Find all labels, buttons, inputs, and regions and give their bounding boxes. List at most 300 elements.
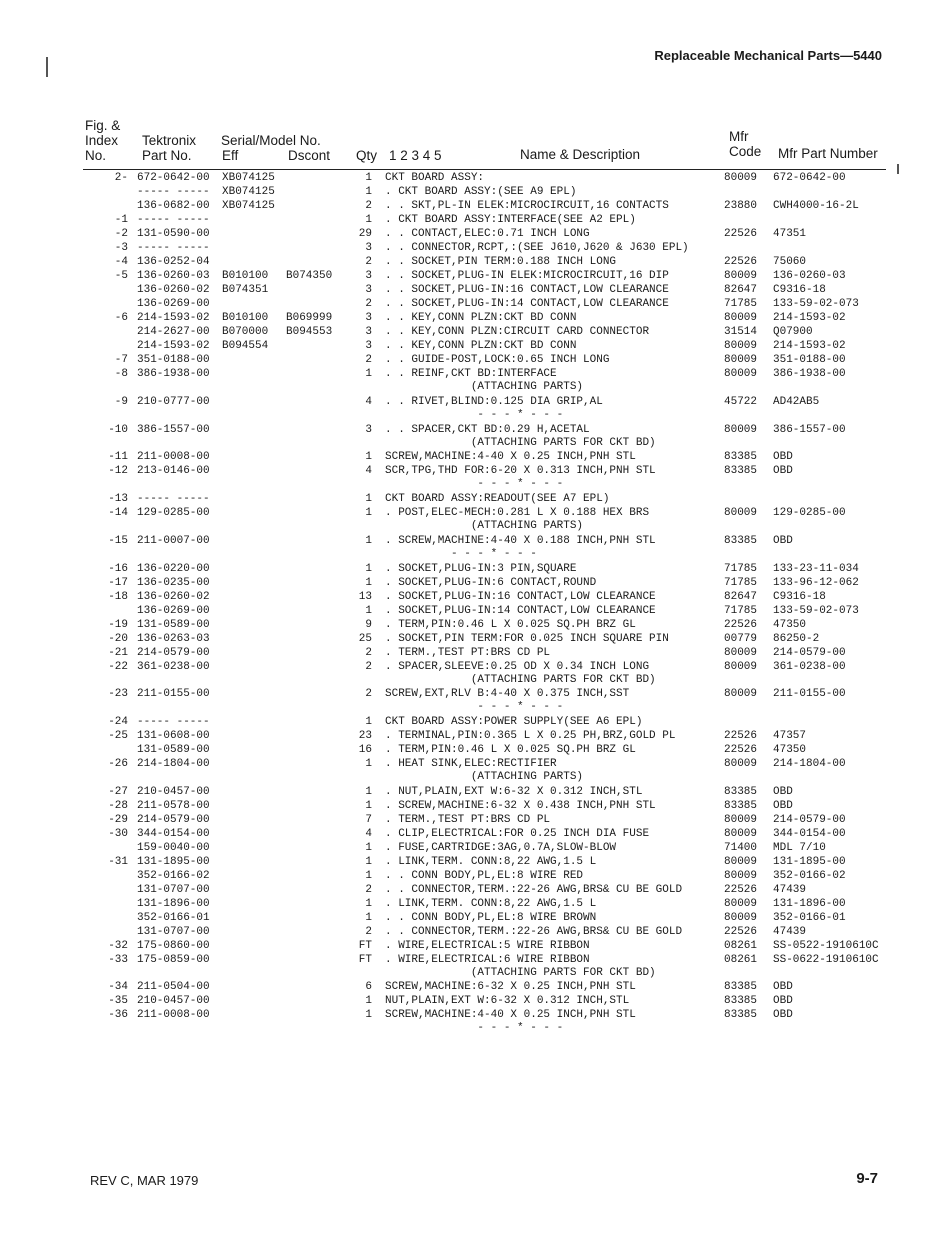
description-cell: CKT BOARD ASSY: (385, 172, 485, 184)
qty-cell: 2 (365, 354, 372, 366)
qty-cell: 3 (365, 312, 372, 324)
part-number-cell: ----- ----- (137, 186, 210, 198)
mfr-code-cell: 80009 (724, 312, 758, 324)
table-row (0, 396, 950, 409)
mfr-part-number-cell: OBD (773, 451, 793, 463)
table-row (0, 270, 950, 283)
mfr-part-number-cell: 214-0579-00 (773, 814, 846, 826)
part-number-cell: 131-0589-00 (137, 744, 210, 756)
col-mfr-code-line2: Code (729, 144, 762, 159)
fig-index-cell: -17 (108, 577, 128, 589)
fig-index-cell: -30 (108, 828, 128, 840)
description-cell: SCREW,MACHINE:4-40 X 0.25 INCH,PNH STL (385, 451, 636, 463)
table-row (0, 786, 950, 799)
part-number-cell: 131-0707-00 (137, 884, 210, 896)
part-number-cell: 136-0235-00 (137, 577, 210, 589)
qty-cell: 1 (365, 856, 372, 868)
description-cell: - - - * - - - (385, 409, 564, 421)
fig-index-cell: -22 (108, 661, 128, 673)
mfr-part-number-cell: 133-23-11-034 (773, 563, 859, 575)
qty-cell: 1 (365, 1009, 372, 1021)
mfr-part-number-cell: 386-1938-00 (773, 368, 846, 380)
table-row (0, 172, 950, 185)
mfr-code-cell: 22526 (724, 228, 758, 240)
qty-cell: 1 (365, 786, 372, 798)
fig-index-cell: -19 (108, 619, 128, 631)
mfr-part-number-cell: 344-0154-00 (773, 828, 846, 840)
table-row (0, 577, 950, 590)
table-row (0, 940, 950, 953)
mfr-code-cell: 83385 (724, 465, 758, 477)
fig-index-cell: -23 (108, 688, 128, 700)
table-row (0, 493, 950, 506)
mfr-code-cell: 22526 (724, 744, 758, 756)
description-cell: . SOCKET,PIN TERM:FOR 0.025 INCH SQUARE PIN (385, 633, 669, 645)
footer-page-number: 9-7 (856, 1170, 878, 1187)
description-cell: . . GUIDE-POST,LOCK:0.65 INCH LONG (385, 354, 610, 366)
mfr-part-number-cell: OBD (773, 465, 793, 477)
qty-cell: 1 (365, 507, 372, 519)
fig-index-cell: -33 (108, 954, 128, 966)
description-cell: (ATTACHING PARTS) (385, 381, 584, 393)
table-row (0, 186, 950, 199)
mfr-part-number-cell: 386-1557-00 (773, 424, 846, 436)
qty-cell: FT (358, 954, 372, 966)
description-cell: . . SOCKET,PLUG-IN ELEK:MICROCIRCUIT,16 DIP (385, 270, 669, 282)
table-row (0, 507, 950, 520)
fig-index-cell: -7 (114, 354, 128, 366)
fig-index-cell: -2 (114, 228, 128, 240)
description-cell: . TERMINAL,PIN:0.365 L X 0.25 PH,BRZ,GOLD PL (385, 730, 676, 742)
table-row (0, 688, 950, 701)
serial-dscont-cell: B094553 (286, 326, 333, 338)
table-row (0, 814, 950, 827)
part-number-cell: 131-0589-00 (137, 619, 210, 631)
fig-index-cell: -6 (114, 312, 128, 324)
table-row (0, 563, 950, 576)
qty-cell: 1 (365, 800, 372, 812)
table-row (0, 200, 950, 213)
description-cell: . CKT BOARD ASSY:(SEE A9 EPL) (385, 186, 577, 198)
table-row (0, 842, 950, 855)
mfr-part-number-cell: OBD (773, 786, 793, 798)
part-number-cell: 214-1804-00 (137, 758, 210, 770)
serial-eff-cell: XB074125 (222, 200, 275, 212)
serial-eff-cell: B070000 (222, 326, 269, 338)
description-cell: . CLIP,ELECTRICAL:FOR 0.25 INCH DIA FUSE (385, 828, 650, 840)
fig-index-cell: -35 (108, 995, 128, 1007)
part-number-cell: 210-0777-00 (137, 396, 210, 408)
description-cell: . . SOCKET,PIN TERM:0.188 INCH LONG (385, 256, 617, 268)
qty-cell: 1 (365, 535, 372, 547)
mfr-code-cell: 08261 (724, 940, 758, 952)
part-number-cell: ----- ----- (137, 493, 210, 505)
table-row (0, 870, 950, 883)
description-cell: - - - * - - - (385, 478, 564, 490)
description-cell: . . SOCKET,PLUG-IN:16 CONTACT,LOW CLEARANCE (385, 284, 669, 296)
qty-cell: 16 (358, 744, 372, 756)
col-indent-levels: 1 2 3 4 5 (389, 148, 442, 163)
qty-cell: 2 (365, 256, 372, 268)
mfr-part-number-cell: 352-0166-01 (773, 912, 846, 924)
qty-cell: 9 (365, 619, 372, 631)
qty-cell: 1 (365, 605, 372, 617)
part-number-cell: ----- ----- (137, 242, 210, 254)
table-row (0, 354, 950, 367)
part-number-cell: 211-0008-00 (137, 1009, 210, 1021)
table-row (0, 298, 950, 311)
qty-cell: 1 (365, 451, 372, 463)
fig-index-cell: -34 (108, 981, 128, 993)
qty-cell: 1 (365, 186, 372, 198)
mfr-code-cell: 71400 (724, 842, 758, 854)
mfr-part-number-cell: OBD (773, 1009, 793, 1021)
qty-cell: 3 (365, 326, 372, 338)
table-row (0, 1022, 950, 1035)
table-row (0, 661, 950, 674)
mfr-part-number-cell: 361-0238-00 (773, 661, 846, 673)
fig-index-cell: -4 (114, 256, 128, 268)
description-cell: . WIRE,ELECTRICAL:6 WIRE RIBBON (385, 954, 590, 966)
qty-cell: 4 (365, 828, 372, 840)
mfr-code-cell: 83385 (724, 995, 758, 1007)
qty-cell: 1 (365, 995, 372, 1007)
fig-index-cell: -15 (108, 535, 128, 547)
mfr-code-cell: 80009 (724, 856, 758, 868)
fig-index-cell: -21 (108, 647, 128, 659)
part-number-cell: 210-0457-00 (137, 786, 210, 798)
mfr-part-number-cell: 131-1895-00 (773, 856, 846, 868)
fig-index-cell: -1 (114, 214, 128, 226)
col-mfr-code-line1: Mfr (729, 129, 749, 144)
fig-index-cell: -32 (108, 940, 128, 952)
mfr-part-number-cell: 214-1804-00 (773, 758, 846, 770)
fig-index-cell: -8 (114, 368, 128, 380)
mfr-part-number-cell: 211-0155-00 (773, 688, 846, 700)
table-row (0, 548, 950, 561)
part-number-cell: 214-0579-00 (137, 814, 210, 826)
table-row (0, 340, 950, 353)
description-cell: . . CONNECTOR,TERM.:22-26 AWG,BRS& CU BE GOLD (385, 926, 683, 938)
fig-index-cell: -29 (108, 814, 128, 826)
qty-cell: 6 (365, 981, 372, 993)
description-cell: - - - * - - - (385, 548, 537, 560)
mfr-code-cell: 22526 (724, 256, 758, 268)
mfr-part-number-cell: 86250-2 (773, 633, 820, 645)
part-number-cell: 386-1557-00 (137, 424, 210, 436)
part-number-cell: 136-0260-03 (137, 270, 210, 282)
mfr-part-number-cell: 214-1593-02 (773, 312, 846, 324)
mfr-code-cell: 82647 (724, 591, 758, 603)
col-serial-model: Serial/Model No. (221, 133, 321, 148)
col-fig-index-line1: Fig. & (85, 118, 121, 133)
mfr-part-number-cell: C9316-18 (773, 591, 826, 603)
qty-cell: 1 (365, 716, 372, 728)
serial-eff-cell: B010100 (222, 312, 269, 324)
mfr-code-cell: 80009 (724, 688, 758, 700)
part-number-cell: 210-0457-00 (137, 995, 210, 1007)
qty-cell: 1 (365, 577, 372, 589)
col-tektronix-part-line2: Part No. (142, 148, 192, 163)
description-cell: . . KEY,CONN PLZN:CIRCUIT CARD CONNECTOR (385, 326, 650, 338)
table-row (0, 800, 950, 813)
description-cell: (ATTACHING PARTS FOR CKT BD) (385, 674, 656, 686)
mfr-code-cell: 80009 (724, 340, 758, 352)
table-row (0, 981, 950, 994)
mfr-code-cell: 22526 (724, 730, 758, 742)
col-dscont: Dscont (288, 148, 331, 163)
mfr-code-cell: 80009 (724, 814, 758, 826)
description-cell: . . SOCKET,PLUG-IN:14 CONTACT,LOW CLEARANCE (385, 298, 669, 310)
mfr-part-number-cell: 352-0166-02 (773, 870, 846, 882)
part-number-cell: 361-0238-00 (137, 661, 210, 673)
description-cell: . . SKT,PL-IN ELEK:MICROCIRCUIT,16 CONTACTS (385, 200, 669, 212)
fig-index-cell: -9 (114, 396, 128, 408)
description-cell: . . KEY,CONN PLZN:CKT BD CONN (385, 340, 577, 352)
part-number-cell: 136-0260-02 (137, 591, 210, 603)
mfr-part-number-cell: AD42AB5 (773, 396, 820, 408)
mfr-part-number-cell: 672-0642-00 (773, 172, 846, 184)
fig-index-cell: -36 (108, 1009, 128, 1021)
mfr-part-number-cell: 75060 (773, 256, 807, 268)
mfr-code-cell: 00779 (724, 633, 758, 645)
qty-cell: 2 (365, 926, 372, 938)
qty-cell: 2 (365, 647, 372, 659)
description-cell: . SOCKET,PLUG-IN:3 PIN,SQUARE (385, 563, 577, 575)
description-cell: . . CONN BODY,PL,EL:8 WIRE RED (385, 870, 584, 882)
table-row (0, 256, 950, 269)
mfr-code-cell: 80009 (724, 270, 758, 282)
mfr-part-number-cell: 133-96-12-062 (773, 577, 859, 589)
part-number-cell: ----- ----- (137, 214, 210, 226)
mfr-part-number-cell: 47357 (773, 730, 807, 742)
table-row (0, 242, 950, 255)
description-cell: . POST,ELEC-MECH:0.281 L X 0.188 HEX BRS (385, 507, 650, 519)
fig-index-cell: -11 (108, 451, 128, 463)
fig-index-cell: -27 (108, 786, 128, 798)
table-row (0, 828, 950, 841)
part-number-cell: 136-0252-04 (137, 256, 210, 268)
fig-index-cell: -10 (108, 424, 128, 436)
mfr-code-cell: 80009 (724, 368, 758, 380)
qty-cell: 1 (365, 368, 372, 380)
table-row (0, 758, 950, 771)
description-cell: . TERM,PIN:0.46 L X 0.025 SQ.PH BRZ GL (385, 619, 636, 631)
part-number-cell: 386-1938-00 (137, 368, 210, 380)
fig-index-cell: -12 (108, 465, 128, 477)
mfr-code-cell: 83385 (724, 1009, 758, 1021)
qty-cell: 3 (365, 270, 372, 282)
part-number-cell: 136-0269-00 (137, 605, 210, 617)
serial-dscont-cell: B074350 (286, 270, 333, 282)
part-number-cell: 131-1895-00 (137, 856, 210, 868)
table-row (0, 898, 950, 911)
mfr-part-number-cell: OBD (773, 535, 793, 547)
col-fig-index-line2: Index (85, 133, 119, 148)
mfr-part-number-cell: Q07900 (773, 326, 813, 338)
table-row (0, 730, 950, 743)
qty-cell: 1 (365, 172, 372, 184)
part-number-cell: 213-0146-00 (137, 465, 210, 477)
part-number-cell: 211-0007-00 (137, 535, 210, 547)
fig-index-cell: -16 (108, 563, 128, 575)
table-row (0, 381, 950, 394)
mfr-code-cell: 71785 (724, 577, 758, 589)
table-row (0, 954, 950, 967)
qty-cell: 1 (365, 563, 372, 575)
part-number-cell: 352-0166-01 (137, 912, 210, 924)
part-number-cell: 214-1593-02 (137, 312, 210, 324)
mfr-code-cell: 80009 (724, 758, 758, 770)
table-row (0, 478, 950, 491)
mfr-part-number-cell: OBD (773, 800, 793, 812)
table-row (0, 856, 950, 869)
description-cell: CKT BOARD ASSY:POWER SUPPLY(SEE A6 EPL) (385, 716, 643, 728)
mfr-code-cell: 71785 (724, 605, 758, 617)
part-number-cell: 136-0263-03 (137, 633, 210, 645)
mfr-part-number-cell: OBD (773, 981, 793, 993)
mfr-part-number-cell: 133-59-02-073 (773, 605, 859, 617)
qty-cell: 1 (365, 870, 372, 882)
footer-revision: REV C, MAR 1979 (90, 1173, 199, 1188)
description-cell: . . CONNECTOR,RCPT,:(SEE J610,J620 & J630 EPL) (385, 242, 689, 254)
qty-cell: FT (358, 940, 372, 952)
table-row (0, 716, 950, 729)
fig-index-cell: -3 (114, 242, 128, 254)
qty-cell: 13 (358, 591, 372, 603)
mfr-code-cell: 45722 (724, 396, 758, 408)
mfr-part-number-cell: 214-0579-00 (773, 647, 846, 659)
description-cell: SCR,TPG,THD FOR:6-20 X 0.313 INCH,PNH STL (385, 465, 656, 477)
table-row (0, 424, 950, 437)
qty-cell: 4 (365, 396, 372, 408)
part-number-cell: 211-0504-00 (137, 981, 210, 993)
mfr-code-cell: 22526 (724, 884, 758, 896)
mfr-part-number-cell: 133-59-02-073 (773, 298, 859, 310)
mfr-part-number-cell: 47350 (773, 619, 807, 631)
col-tektronix-part-line1: Tektronix (142, 133, 197, 148)
mfr-code-cell: 83385 (724, 800, 758, 812)
mfr-code-cell: 08261 (724, 954, 758, 966)
table-row (0, 368, 950, 381)
part-number-cell: 136-0682-00 (137, 200, 210, 212)
qty-cell: 1 (365, 912, 372, 924)
fig-index-cell: 2- (114, 172, 128, 184)
description-cell: . SCREW,MACHINE:6-32 X 0.438 INCH,PNH STL (385, 800, 656, 812)
mfr-code-cell: 80009 (724, 507, 758, 519)
qty-cell: 1 (365, 493, 372, 505)
qty-cell: 1 (365, 214, 372, 226)
mfr-code-cell: 80009 (724, 828, 758, 840)
description-cell: SCREW,MACHINE:4-40 X 0.25 INCH,PNH STL (385, 1009, 636, 1021)
description-cell: . FUSE,CARTRIDGE:3AG,0.7A,SLOW-BLOW (385, 842, 617, 854)
part-number-cell: 214-1593-02 (137, 340, 210, 352)
table-row (0, 633, 950, 646)
fig-index-cell: -14 (108, 507, 128, 519)
table-row (0, 967, 950, 980)
mfr-code-cell: 23880 (724, 200, 758, 212)
description-cell: . WIRE,ELECTRICAL:5 WIRE RIBBON (385, 940, 590, 952)
description-cell: . SOCKET,PLUG-IN:14 CONTACT,LOW CLEARANCE (385, 605, 656, 617)
table-row (0, 884, 950, 897)
table-row (0, 465, 950, 478)
description-cell: (ATTACHING PARTS FOR CKT BD) (385, 967, 656, 979)
description-cell: . CKT BOARD ASSY:INTERFACE(SEE A2 EPL) (385, 214, 636, 226)
qty-cell: 3 (365, 424, 372, 436)
mfr-code-cell: 31514 (724, 326, 758, 338)
description-cell: - - - * - - - (385, 701, 564, 713)
description-cell: . LINK,TERM. CONN:8,22 AWG,1.5 L (385, 898, 597, 910)
part-number-cell: 159-0040-00 (137, 842, 210, 854)
col-eff: Eff (222, 148, 239, 163)
mfr-part-number-cell: OBD (773, 995, 793, 1007)
qty-cell: 23 (358, 730, 372, 742)
table-row (0, 674, 950, 687)
description-cell: . SOCKET,PLUG-IN:16 CONTACT,LOW CLEARANCE (385, 591, 656, 603)
description-cell: . . REINF,CKT BD:INTERFACE (385, 368, 557, 380)
qty-cell: 1 (365, 898, 372, 910)
mfr-part-number-cell: 351-0188-00 (773, 354, 846, 366)
mfr-part-number-cell: 47439 (773, 926, 807, 938)
description-cell: . TERM,PIN:0.46 L X 0.025 SQ.PH BRZ GL (385, 744, 636, 756)
page-header-title: Replaceable Mechanical Parts—5440 (654, 48, 882, 63)
mfr-part-number-cell: CWH4000-16-2L (773, 200, 859, 212)
part-number-cell: 131-0707-00 (137, 926, 210, 938)
mfr-code-cell: 80009 (724, 647, 758, 659)
description-cell: SCREW,EXT,RLV B:4-40 X 0.375 INCH,SST (385, 688, 630, 700)
qty-cell: 4 (365, 465, 372, 477)
description-cell: . SCREW,MACHINE:4-40 X 0.188 INCH,PNH STL (385, 535, 656, 547)
qty-cell: 25 (358, 633, 372, 645)
part-number-cell: 211-0578-00 (137, 800, 210, 812)
table-row (0, 771, 950, 784)
table-row (0, 312, 950, 325)
mfr-code-cell: 83385 (724, 535, 758, 547)
fig-index-cell: -24 (108, 716, 128, 728)
fig-index-cell: -28 (108, 800, 128, 812)
mfr-part-number-cell: 47351 (773, 228, 807, 240)
table-row (0, 912, 950, 925)
mfr-part-number-cell: 214-1593-02 (773, 340, 846, 352)
description-cell: . . CONNECTOR,TERM.:22-26 AWG,BRS& CU BE GOLD (385, 884, 683, 896)
table-row (0, 647, 950, 660)
table-row (0, 605, 950, 618)
qty-cell: 1 (365, 842, 372, 854)
mfr-code-cell: 80009 (724, 898, 758, 910)
description-cell: . LINK,TERM. CONN:8,22 AWG,1.5 L (385, 856, 597, 868)
col-mfr-part-number: Mfr Part Number (778, 146, 878, 161)
part-number-cell: 214-0579-00 (137, 647, 210, 659)
table-row (0, 535, 950, 548)
table-row (0, 214, 950, 227)
serial-eff-cell: B010100 (222, 270, 269, 282)
table-row (0, 591, 950, 604)
description-cell: (ATTACHING PARTS) (385, 771, 584, 783)
part-number-cell: 136-0269-00 (137, 298, 210, 310)
description-cell: . . CONTACT,ELEC:0.71 INCH LONG (385, 228, 590, 240)
mfr-code-cell: 83385 (724, 451, 758, 463)
table-row (0, 520, 950, 533)
description-cell: . . RIVET,BLIND:0.125 DIA GRIP,AL (385, 396, 603, 408)
mfr-code-cell: 22526 (724, 926, 758, 938)
part-number-cell: 131-0590-00 (137, 228, 210, 240)
table-row (0, 409, 950, 422)
qty-cell: 2 (365, 688, 372, 700)
description-cell: . SOCKET,PLUG-IN:6 CONTACT,ROUND (385, 577, 597, 589)
qty-cell: 2 (365, 298, 372, 310)
part-number-cell: 214-2627-00 (137, 326, 210, 338)
fig-index-cell: -13 (108, 493, 128, 505)
